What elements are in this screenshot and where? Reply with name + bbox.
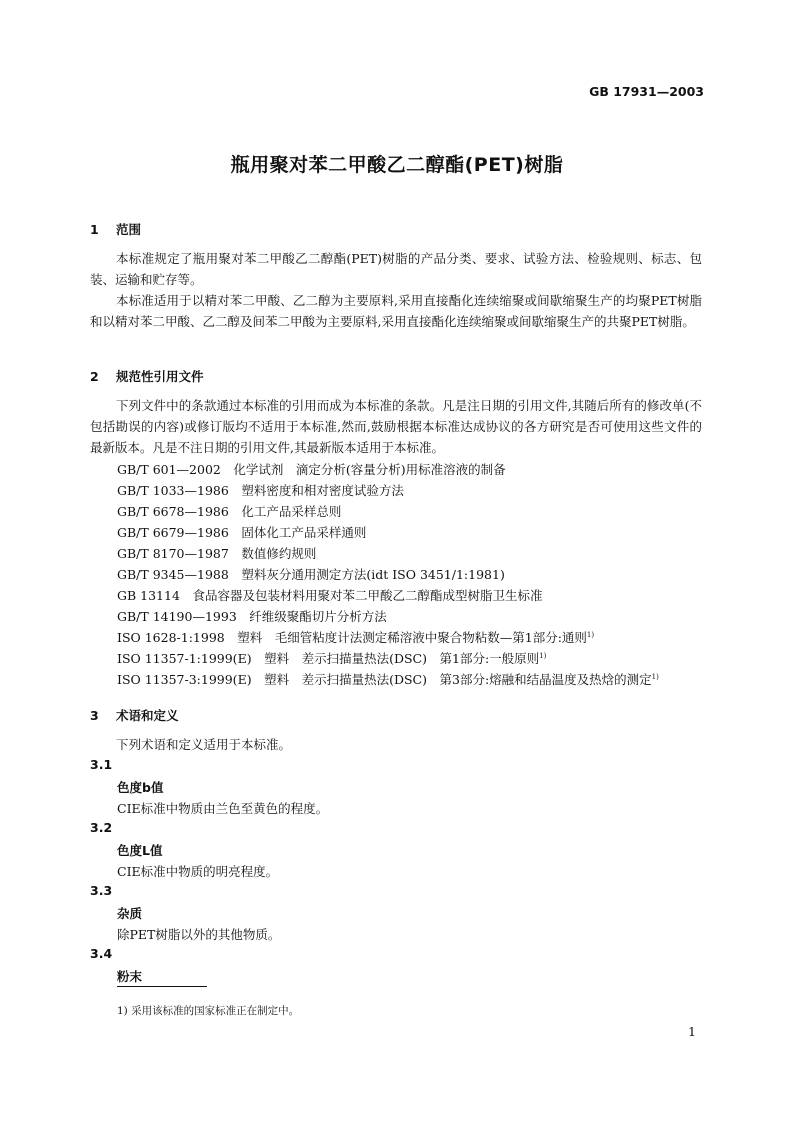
reference-code: GB/T 6679—1986 xyxy=(117,525,229,540)
reference-title: 固体化工产品采样通则 xyxy=(241,525,367,540)
section-title: 术语和定义 xyxy=(116,708,179,723)
reference-item xyxy=(117,607,387,625)
reference-code: GB/T 9345—1988 xyxy=(117,567,229,582)
term: 杂质 xyxy=(117,906,143,921)
reference-title: 塑料密度和相对密度试验方法 xyxy=(241,483,404,498)
term: 色度L值 xyxy=(117,843,163,858)
section-2-heading xyxy=(90,367,204,385)
section-3-heading xyxy=(90,706,179,724)
term-definition: CIE标准中物质的明亮程度。 xyxy=(117,864,279,879)
footnote-marker: 1) xyxy=(586,631,595,639)
reference-item xyxy=(117,670,659,688)
reference-item xyxy=(117,481,404,499)
section-number: 3 xyxy=(90,708,99,723)
term: 色度b值 xyxy=(117,780,164,795)
footnote-marker: 1) xyxy=(651,673,659,681)
standard-number: GB 17931—2003 xyxy=(589,84,704,99)
reference-code: GB/T 14190—1993 xyxy=(117,609,237,624)
footnote-separator xyxy=(117,986,207,987)
reference-code: GB/T 8170—1987 xyxy=(117,546,229,561)
clause-number: 3.1 xyxy=(90,757,113,772)
reference-item xyxy=(117,649,546,667)
clause-number: 3.2 xyxy=(90,820,113,835)
reference-code: GB/T 601—2002 xyxy=(117,462,221,477)
reference-item xyxy=(117,544,316,562)
reference-item xyxy=(117,460,506,478)
reference-title: 食品容器及包装材料用聚对苯二甲酸乙二醇酯成型树脂卫生标准 xyxy=(192,588,543,603)
term: 粉末 xyxy=(117,969,143,984)
clause-number: 3.3 xyxy=(90,883,113,898)
reference-item xyxy=(117,628,594,646)
reference-item xyxy=(117,502,341,520)
reference-title: 数值修约规则 xyxy=(241,546,317,561)
section-1-heading xyxy=(90,220,141,238)
section-title: 规范性引用文件 xyxy=(116,369,204,384)
reference-code: ISO 11357-3:1999(E) xyxy=(117,672,252,687)
reference-code: GB/T 6678—1986 xyxy=(117,504,229,519)
reference-title: 塑料 毛细管粘度计法测定稀溶液中聚合物粘数—第1部分:通则 xyxy=(237,630,587,645)
clause-number: 3.4 xyxy=(90,946,113,961)
paragraph: 下列文件中的条款通过本标准的引用而成为本标准的条款。凡是注日期的引用文件,其随后所有的修改单(不包括勘误的内容)或修订版均不适用于本标准,然而,鼓励根据本标准达成协议的各方研究是否可使用这些文件的最新版本。凡是不注日期的引用文件,其最新版本适用于本标准。 xyxy=(90,398,702,455)
paragraph: 本标准适用于以精对苯二甲酸、乙二醇为主要原料,采用直接酯化连续缩聚或间歇缩聚生产的均聚PET树脂和以精对苯二甲酸、乙二醇及间苯二甲酸为主要原料,采用直接酯化连续缩聚或间歇缩聚生产的共聚PET树脂。 xyxy=(90,293,702,329)
footnote: 1) 采用该标准的国家标准正在制定中。 xyxy=(117,1005,300,1017)
paragraph: 本标准规定了瓶用聚对苯二甲酸乙二醇酯(PET)树脂的产品分类、要求、试验方法、检验规则、标志、包装、运输和贮存等。 xyxy=(90,251,702,287)
reference-title: 化工产品采样总则 xyxy=(241,504,342,519)
term-definition: CIE标准中物质由兰色至黄色的程度。 xyxy=(117,801,329,816)
section-number: 2 xyxy=(90,369,99,384)
term-definition: 除PET树脂以外的其他物质。 xyxy=(117,927,281,942)
reference-code: ISO 11357-1:1999(E) xyxy=(117,651,252,666)
reference-item xyxy=(117,523,366,541)
document-title: 瓶用聚对苯二甲酸乙二醇酯(PET)树脂 xyxy=(230,154,564,176)
reference-item xyxy=(117,565,505,583)
section-title: 范围 xyxy=(116,222,142,237)
reference-title: 塑料 差示扫描量热法(DSC) 第3部分:熔融和结晶温度及热焓的测定 xyxy=(264,672,652,687)
page-number: 1 xyxy=(688,1024,696,1039)
reference-code: GB/T 1033—1986 xyxy=(117,483,229,498)
reference-title: 塑料 差示扫描量热法(DSC) 第1部分:一般原则 xyxy=(264,651,540,666)
paragraph: 下列术语和定义适用于本标准。 xyxy=(116,737,292,752)
reference-title: 化学试剂 滴定分析(容量分析)用标准溶液的制备 xyxy=(233,462,506,477)
reference-title: 纤维级聚酯切片分析方法 xyxy=(249,609,387,624)
footnote-marker: 1) xyxy=(539,652,547,660)
reference-title: 塑料灰分通用测定方法(idt ISO 3451/1:1981) xyxy=(241,567,505,582)
reference-code: GB 13114 xyxy=(117,588,180,603)
section-number: 1 xyxy=(90,222,99,237)
reference-code: ISO 1628-1:1998 xyxy=(117,630,225,645)
reference-item xyxy=(117,586,542,604)
